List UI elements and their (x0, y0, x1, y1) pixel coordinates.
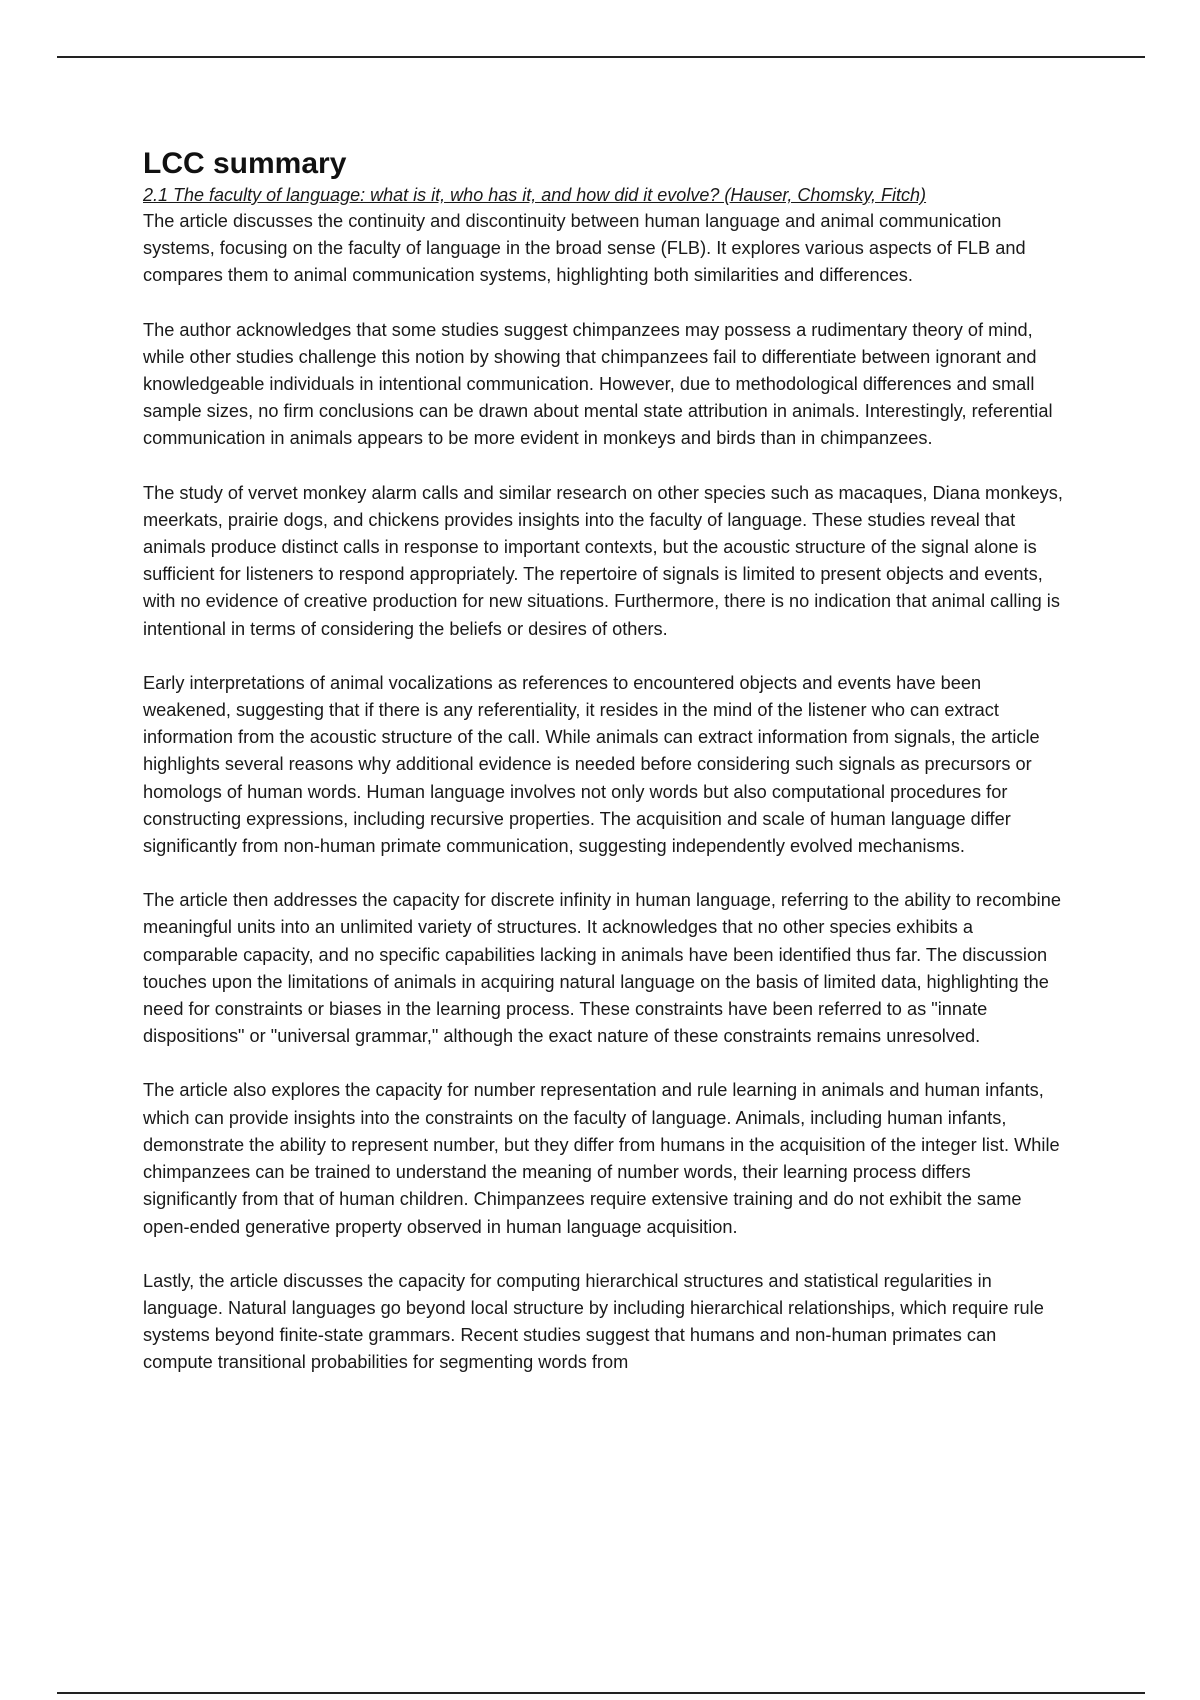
paragraph-3: The study of vervet monkey alarm calls and similar research on other species such as macaques, Diana monkeys, meerkats, prairie dogs, and chickens provides insights into the faculty of language. These studies reveal that animals produce distinct calls in response to important contexts, but the acoustic structure of the signal alone is sufficient for listeners to respond appropriately. The repertoire of signals is limited to present objects and events, with no evidence of creative production for new situations. Furthermore, there is no indication that animal calling is intentional in terms of considering the beliefs or desires of others. (143, 482, 1063, 639)
document-title: LCC summary (143, 147, 347, 180)
section-heading: 2.1 The faculty of language: what is it, who has it, and how did it evolve? (Hauser, Chomsky, Fitch) (143, 185, 927, 205)
paragraph-2: The author acknowledges that some studies suggest chimpanzees may possess a rudimentary theory of mind, while other studies challenge this notion by showing that chimpanzees fail to differentiate between ignorant and knowledgeable individuals in intentional communication. However, due to methodological differences and small sample sizes, no firm conclusions can be drawn about mental state attribution in animals. Interestingly, referential communication in animals appears to be more evident in monkeys and birds than in chimpanzees. (143, 319, 1053, 449)
footer-divider (57, 1692, 1145, 1694)
document-body (143, 146, 1063, 1404)
paragraph-5: The article then addresses the capacity for discrete infinity in human language, referring to the ability to recombine meaningful units into an unlimited variety of structures. It acknowledges that no other species exhibits a comparable capacity, and no specific capabilities lacking in animals have been identified thus far. The discussion touches upon the limitations of animals in acquiring natural language on the basis of limited data, highlighting the need for constraints or biases in the learning process. These constraints have been referred to as "innate dispositions" or "universal grammar," although the exact nature of these constraints remains unresolved. (143, 890, 1061, 1047)
paragraph-4: Early interpretations of animal vocalizations as references to encountered objects and events have been weakened, suggesting that if there is any referentiality, it resides in the mind of the listener who can extract information from the acoustic structure of the call. While animals can extract information from signals, the article highlights several reasons why additional evidence is needed before considering such signals as precursors or homologs of human words. Human language involves not only words but also computational procedures for constructing expressions, including recursive properties. The acquisition and scale of human language differ significantly from non-human primate communication, suggesting independently evolved mechanisms. (143, 672, 1040, 857)
paragraph-1: The article discusses the continuity and discontinuity between human language and animal communication systems, focusing on the faculty of language in the broad sense (FLB). It explores various aspects of FLB and compares them to animal communication systems, highlighting both similarities and differences. (143, 211, 1026, 286)
paragraph-7: Lastly, the article discusses the capacity for computing hierarchical structures and statistical regularities in language. Natural languages go beyond local structure by including hierarchical relationships, which require rule systems beyond finite-state grammars. Recent studies suggest that humans and non-human primates can compute transitional probabilities for segmenting words from (143, 1270, 1044, 1373)
paragraph-6: The article also explores the capacity for number representation and rule learning in animals and human infants, which can provide insights into the constraints on the faculty of language. Animals, including human infants, demonstrate the ability to represent number, but they differ from humans in the acquisition of the integer list. While chimpanzees can be trained to understand the meaning of number words, their learning process differs significantly from that of human children. Chimpanzees require extensive training and do not exhibit the same open-ended generative property observed in human language acquisition. (143, 1080, 1060, 1237)
header-divider (57, 56, 1145, 58)
